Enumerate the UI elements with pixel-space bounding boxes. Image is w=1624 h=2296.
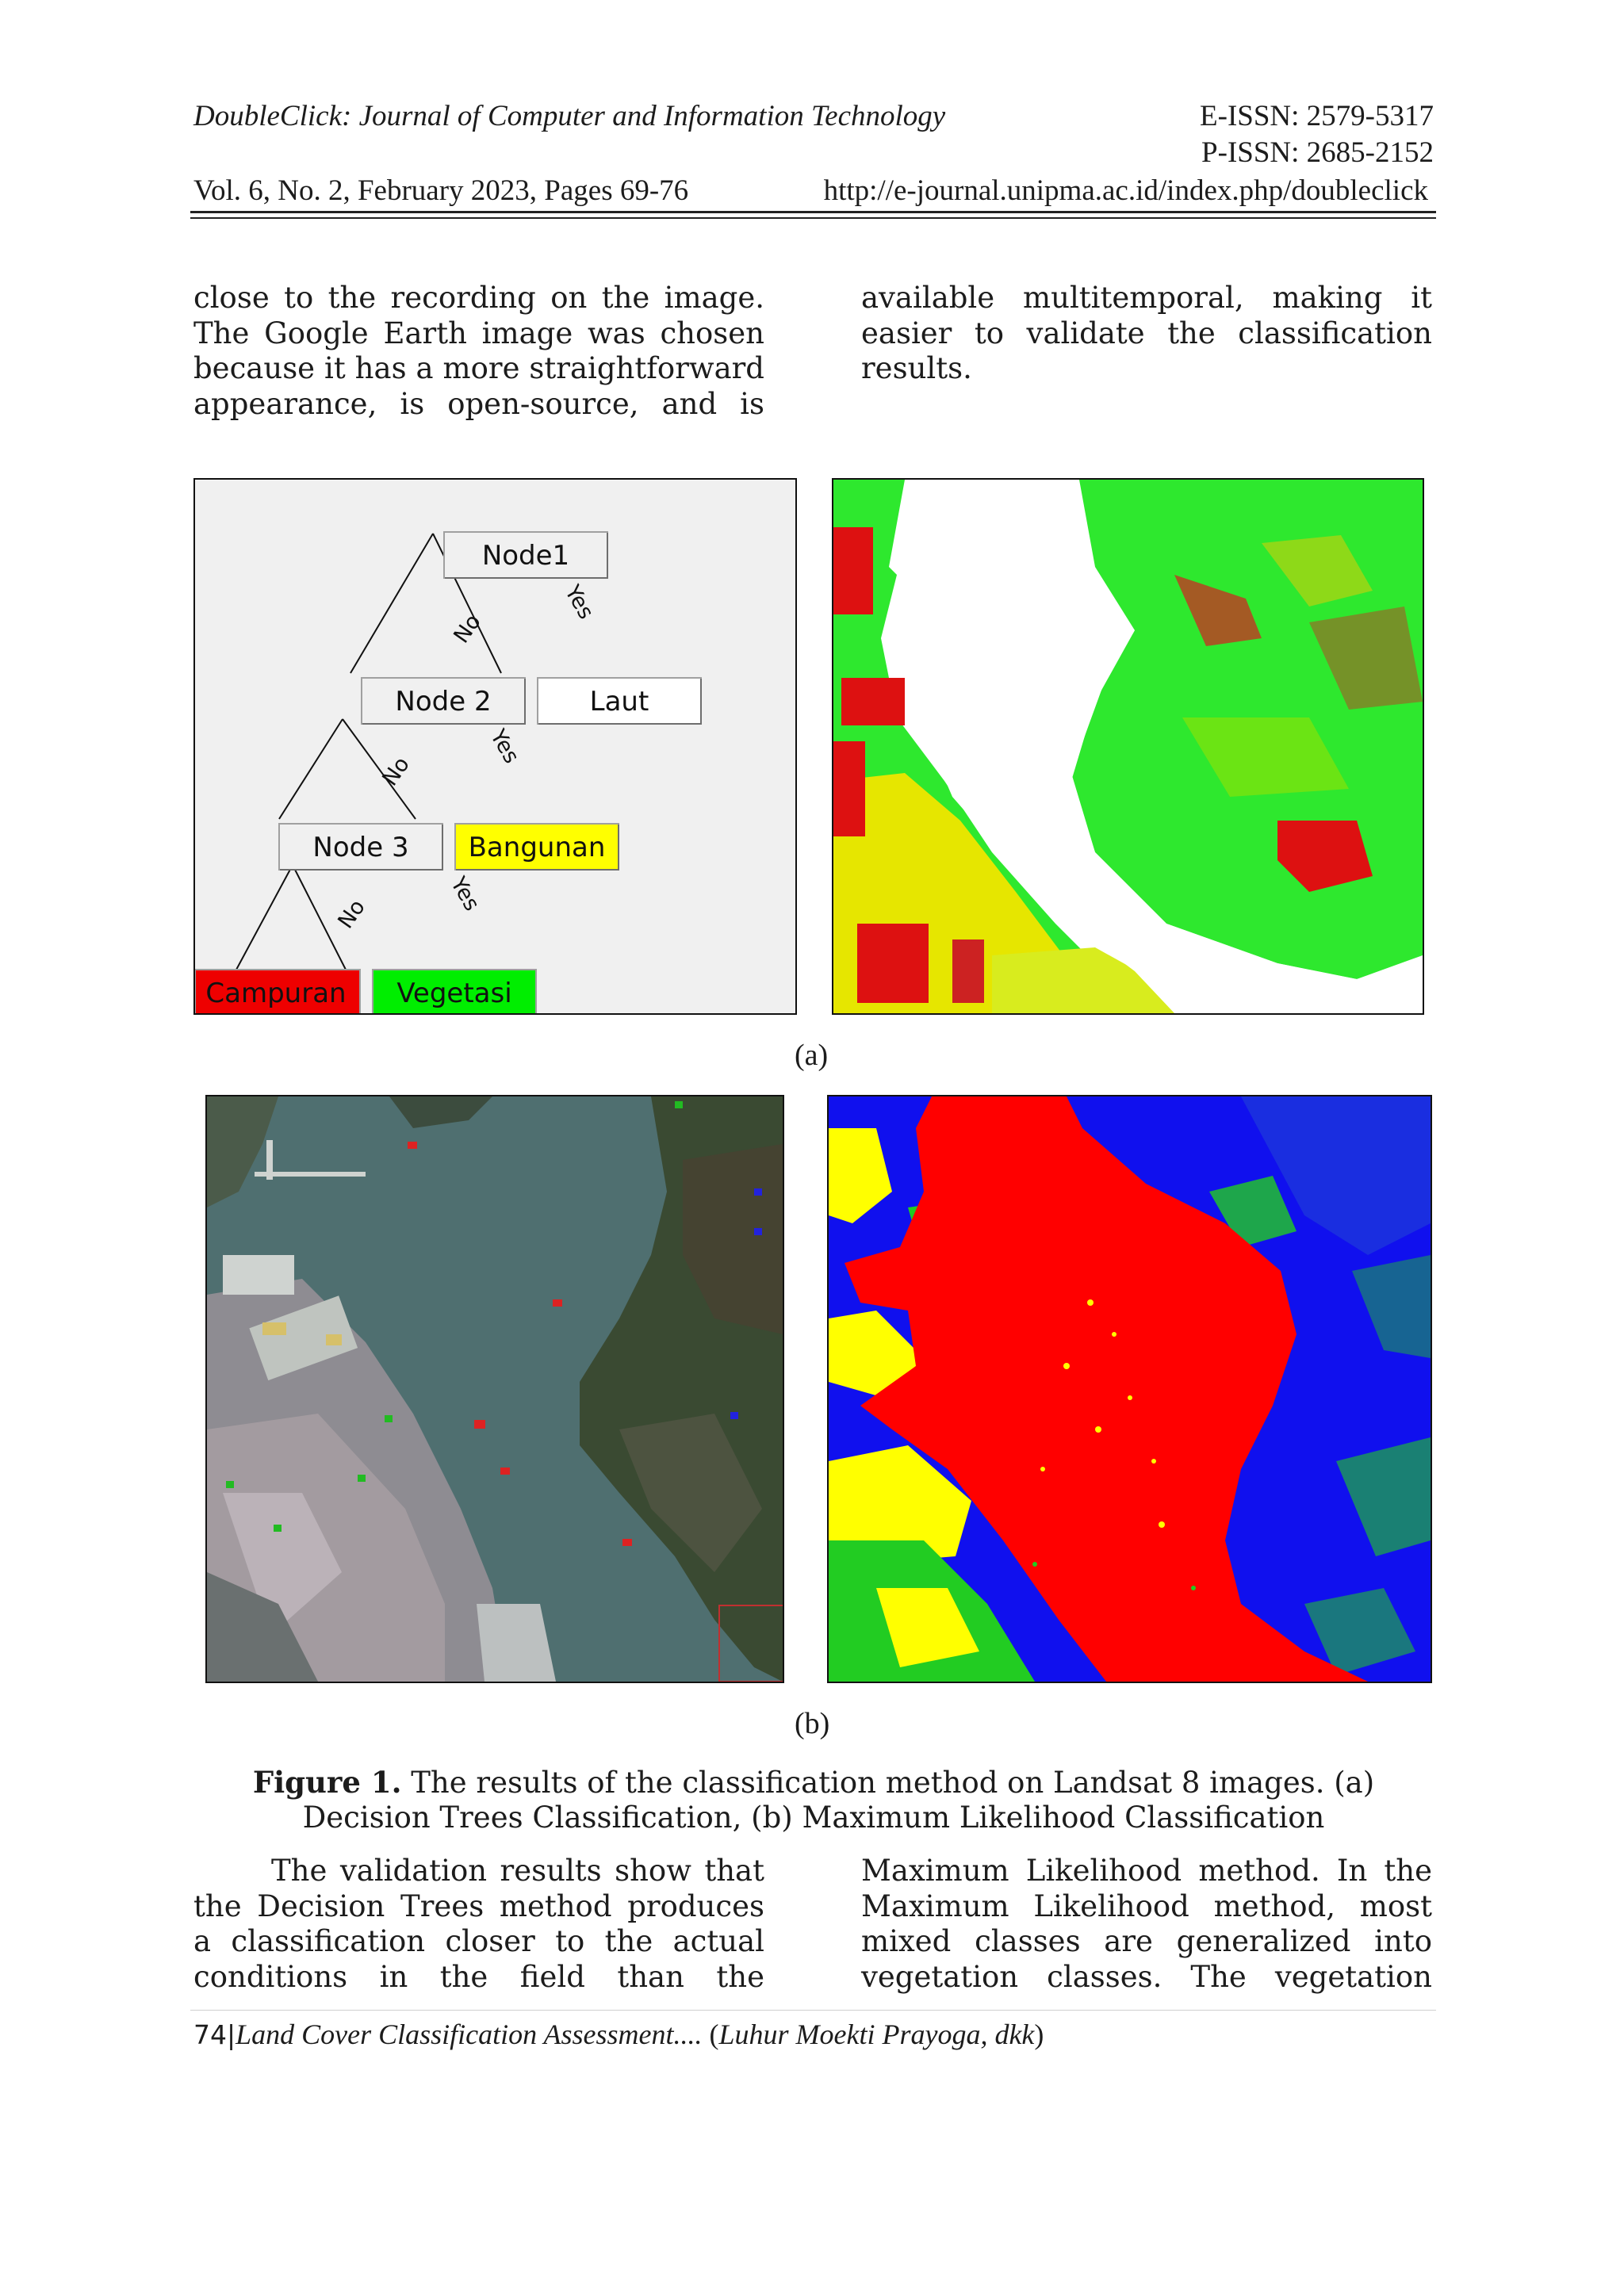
figure-caption <box>198 1765 1429 1835</box>
footer-rule <box>190 2010 1436 2011</box>
header-rule-thick <box>190 211 1436 213</box>
journal-url[interactable]: http://e-journal.unipma.ac.id/index.php/doubleclick <box>823 174 1428 207</box>
decision-tree-diagram <box>193 478 797 1015</box>
header-rule-thin <box>190 217 1436 219</box>
paragraph-left-bottom: The validation results show that the Decision Trees method produces a classification closer to the actual conditions in the field than the <box>193 1854 764 1994</box>
tree-node-3 <box>279 824 442 870</box>
footer-authors: Luhur Moekti Prayoga, dkk <box>718 2019 1035 2050</box>
tree-leaf-bangunan <box>455 824 619 870</box>
paragraph-right-top: available multitemporal, making it easier to validate the classification results. <box>861 281 1432 385</box>
paragraph-left-top: close to the recording on the image. The Google Earth image was chosen because it has a more straightforward appearance, is open-source, and is <box>193 281 764 421</box>
svg-text:Bangunan: Bangunan <box>468 832 606 863</box>
svg-text:Vegetasi: Vegetasi <box>396 978 512 1009</box>
tree-leaf-campuran <box>195 970 360 1013</box>
svg-text:Campuran: Campuran <box>205 978 347 1009</box>
footer-separator: | <box>227 2019 236 2050</box>
e-issn: E-ISSN: 2579-5317 <box>1200 100 1434 132</box>
maximum-likelihood-classification-map <box>827 1095 1432 1683</box>
landsat-satellite-image <box>205 1095 784 1683</box>
page-number: 74 <box>193 2019 227 2050</box>
page-footer: 74|Land Cover Classification Assessment.... (Luhur Moekti Prayoga, dkk) <box>193 2019 1044 2050</box>
edge-label-no-1: No <box>449 610 486 649</box>
svg-text:Node1: Node1 <box>481 540 570 572</box>
svg-text:Laut: Laut <box>589 686 649 718</box>
tree-leaf-laut <box>538 678 701 724</box>
tree-node-2 <box>362 678 525 724</box>
svg-text:Node 3: Node 3 <box>312 832 409 863</box>
subfigure-label-a: (a) <box>795 1039 829 1072</box>
paragraph-right-bottom: Maximum Likelihood method. In the Maximum Likelihood method, most mixed classes are generalized into vegetation classes. The vegetation <box>861 1854 1432 1994</box>
caption-label: Figure 1. <box>252 1765 402 1800</box>
p-issn: P-ISSN: 2685-2152 <box>1201 136 1434 169</box>
volume-info: Vol. 6, No. 2, February 2023, Pages 69-76 <box>193 174 689 207</box>
footer-title: Land Cover Classification Assessment.... <box>236 2019 703 2050</box>
tree-node-1 <box>444 532 607 578</box>
tree-leaf-vegetasi <box>373 970 536 1013</box>
edge-label-yes-1: Yes <box>559 581 599 624</box>
subfigure-label-b: (b) <box>795 1707 830 1740</box>
journal-title: DoubleClick: Journal of Computer and Information Technology <box>193 100 946 132</box>
edge-label-no-3: No <box>333 895 370 934</box>
edge-label-yes-3: Yes <box>445 873 485 916</box>
decision-tree-classification-map <box>832 478 1424 1015</box>
svg-text:Node 2: Node 2 <box>395 686 492 718</box>
edge-label-no-2: No <box>377 752 415 791</box>
caption-text: The results of the classification method on Landsat 8 images. (a) Decision Trees Classification, (b) Maximum Likelihood Classification <box>302 1766 1375 1835</box>
edge-label-yes-2: Yes <box>485 725 524 768</box>
